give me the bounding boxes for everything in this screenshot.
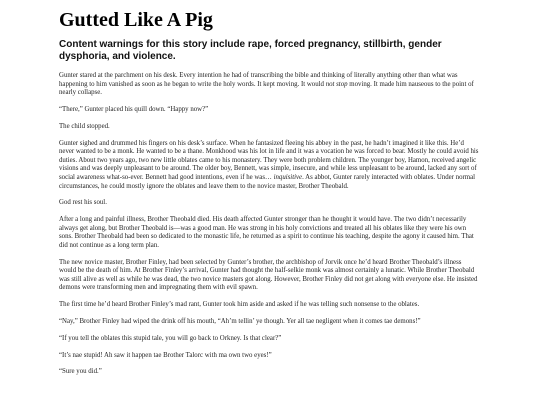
story-paragraph (59, 301, 480, 310)
story-paragraph (59, 368, 480, 377)
story-body (59, 72, 480, 377)
story-paragraph (59, 335, 480, 344)
story-paragraph (59, 352, 480, 361)
story-paragraph (59, 123, 480, 132)
paragraph-text: The child stopped. (59, 122, 110, 130)
emphasis-text: not stop (325, 80, 348, 88)
paragraph-text: moving. It made him nauseous to the point of nearly collapse. (59, 80, 474, 97)
story-paragraph (59, 106, 480, 115)
paragraph-text: Gunter stared at the parchment on his desk. Every intention he had of transcribing the bible and thinking of literally anything other than what was happening to him vanished as soon as he began to write the holy words. It kept moving. It would (59, 72, 458, 88)
story-paragraph (59, 259, 480, 293)
paragraph-text: The first time he’d heard Brother Finley’s mad rant, Gunter took him aside and asked if he was telling such nonsense to the oblates. (59, 301, 420, 309)
story-paragraph (59, 318, 480, 327)
paragraph-text: “Sure you did.” (59, 368, 102, 376)
paragraph-text: God rest his soul. (59, 199, 107, 207)
story-paragraph (59, 72, 480, 98)
paragraph-text: “Nay,” Brother Finley had wiped the drink off his mouth, “Ah’m tellin’ ye though. Yer all tae negligent when it comes tae demons!” (59, 317, 421, 325)
content-warning: Content warnings for this story include rape, forced pregnancy, stillbirth, gender dysphoria, and violence. (59, 39, 442, 62)
paragraph-text: The new novice master, Brother Finley, had been selected by Gunter’s brother, the archbishop of Jorvik once he’d heard Brother Theobald’s illness would be the death of him. At Brother Finley’s arrival, Gunter had thought the half-selkie monk was almost certainly a lunatic. While Brother Theobald was still alive as well as while he was dead, the two novice masters got along. However, Brother Finley did not get along with everyone else. He insisted demons were transforming men and impregnating them with evil spawn. (59, 258, 478, 292)
story-paragraph (59, 216, 480, 250)
story-title: Gutted Like A Pig (59, 9, 213, 31)
story-paragraph (59, 140, 480, 192)
paragraph-text: After a long and painful illness, Brother Theobald died. His death affected Gunter stronger than he thought it would have. The two didn’t necessarily always get along, but Brother Theobald is—was a good man. He was strong in his holy convictions and treated all his oblates like they were his own sons. Brother Theobald had been so dedicated to the monastic life, he returned as a spirit to continue his teaching, despite the agony it caused him. That did not continue as a long term plan. (59, 216, 474, 249)
paragraph-text: “It’s nae stupid! Ah saw it happen tae Brother Talorc with ma own two eyes!” (59, 351, 272, 359)
paragraph-text: “There,” Gunter placed his quill down. “Happy now?” (59, 105, 209, 113)
paragraph-text: “If you tell the oblates this stupid tale, you will go back to Orkney. Is that clear?” (59, 334, 282, 342)
paragraph-text: Gunter sighed and drummed his fingers on his desk’s surface. When he fantasized fleeing his abbey in the past, he hadn’t imagined it like this. He’d never wanted to be a monk. He wanted to be a thane. Monkhood was his lot in life and it was a vocation he was forced to bear. Mostly he could avoid his duties. About two years ago, two new little oblates came to his monastery. They were both problem children. The younger boy, Hamon, received angelic visions and was deeply unpleasant to be around. The older boy, Bennett, was simple, insecure, and while less unpleasant to be around, lacked any sort of social awareness what-so-ever. Bennett had good intentions, even if he was… (59, 139, 479, 181)
story-paragraph (59, 199, 480, 208)
emphasis-text: inquisitive (273, 173, 303, 181)
paragraph-text: . As abbot, Gunter rarely interacted with oblates. Under normal circumstances, he could mostly ignore the oblates and leave them to the novice master, Brother Theobald. (59, 173, 476, 190)
